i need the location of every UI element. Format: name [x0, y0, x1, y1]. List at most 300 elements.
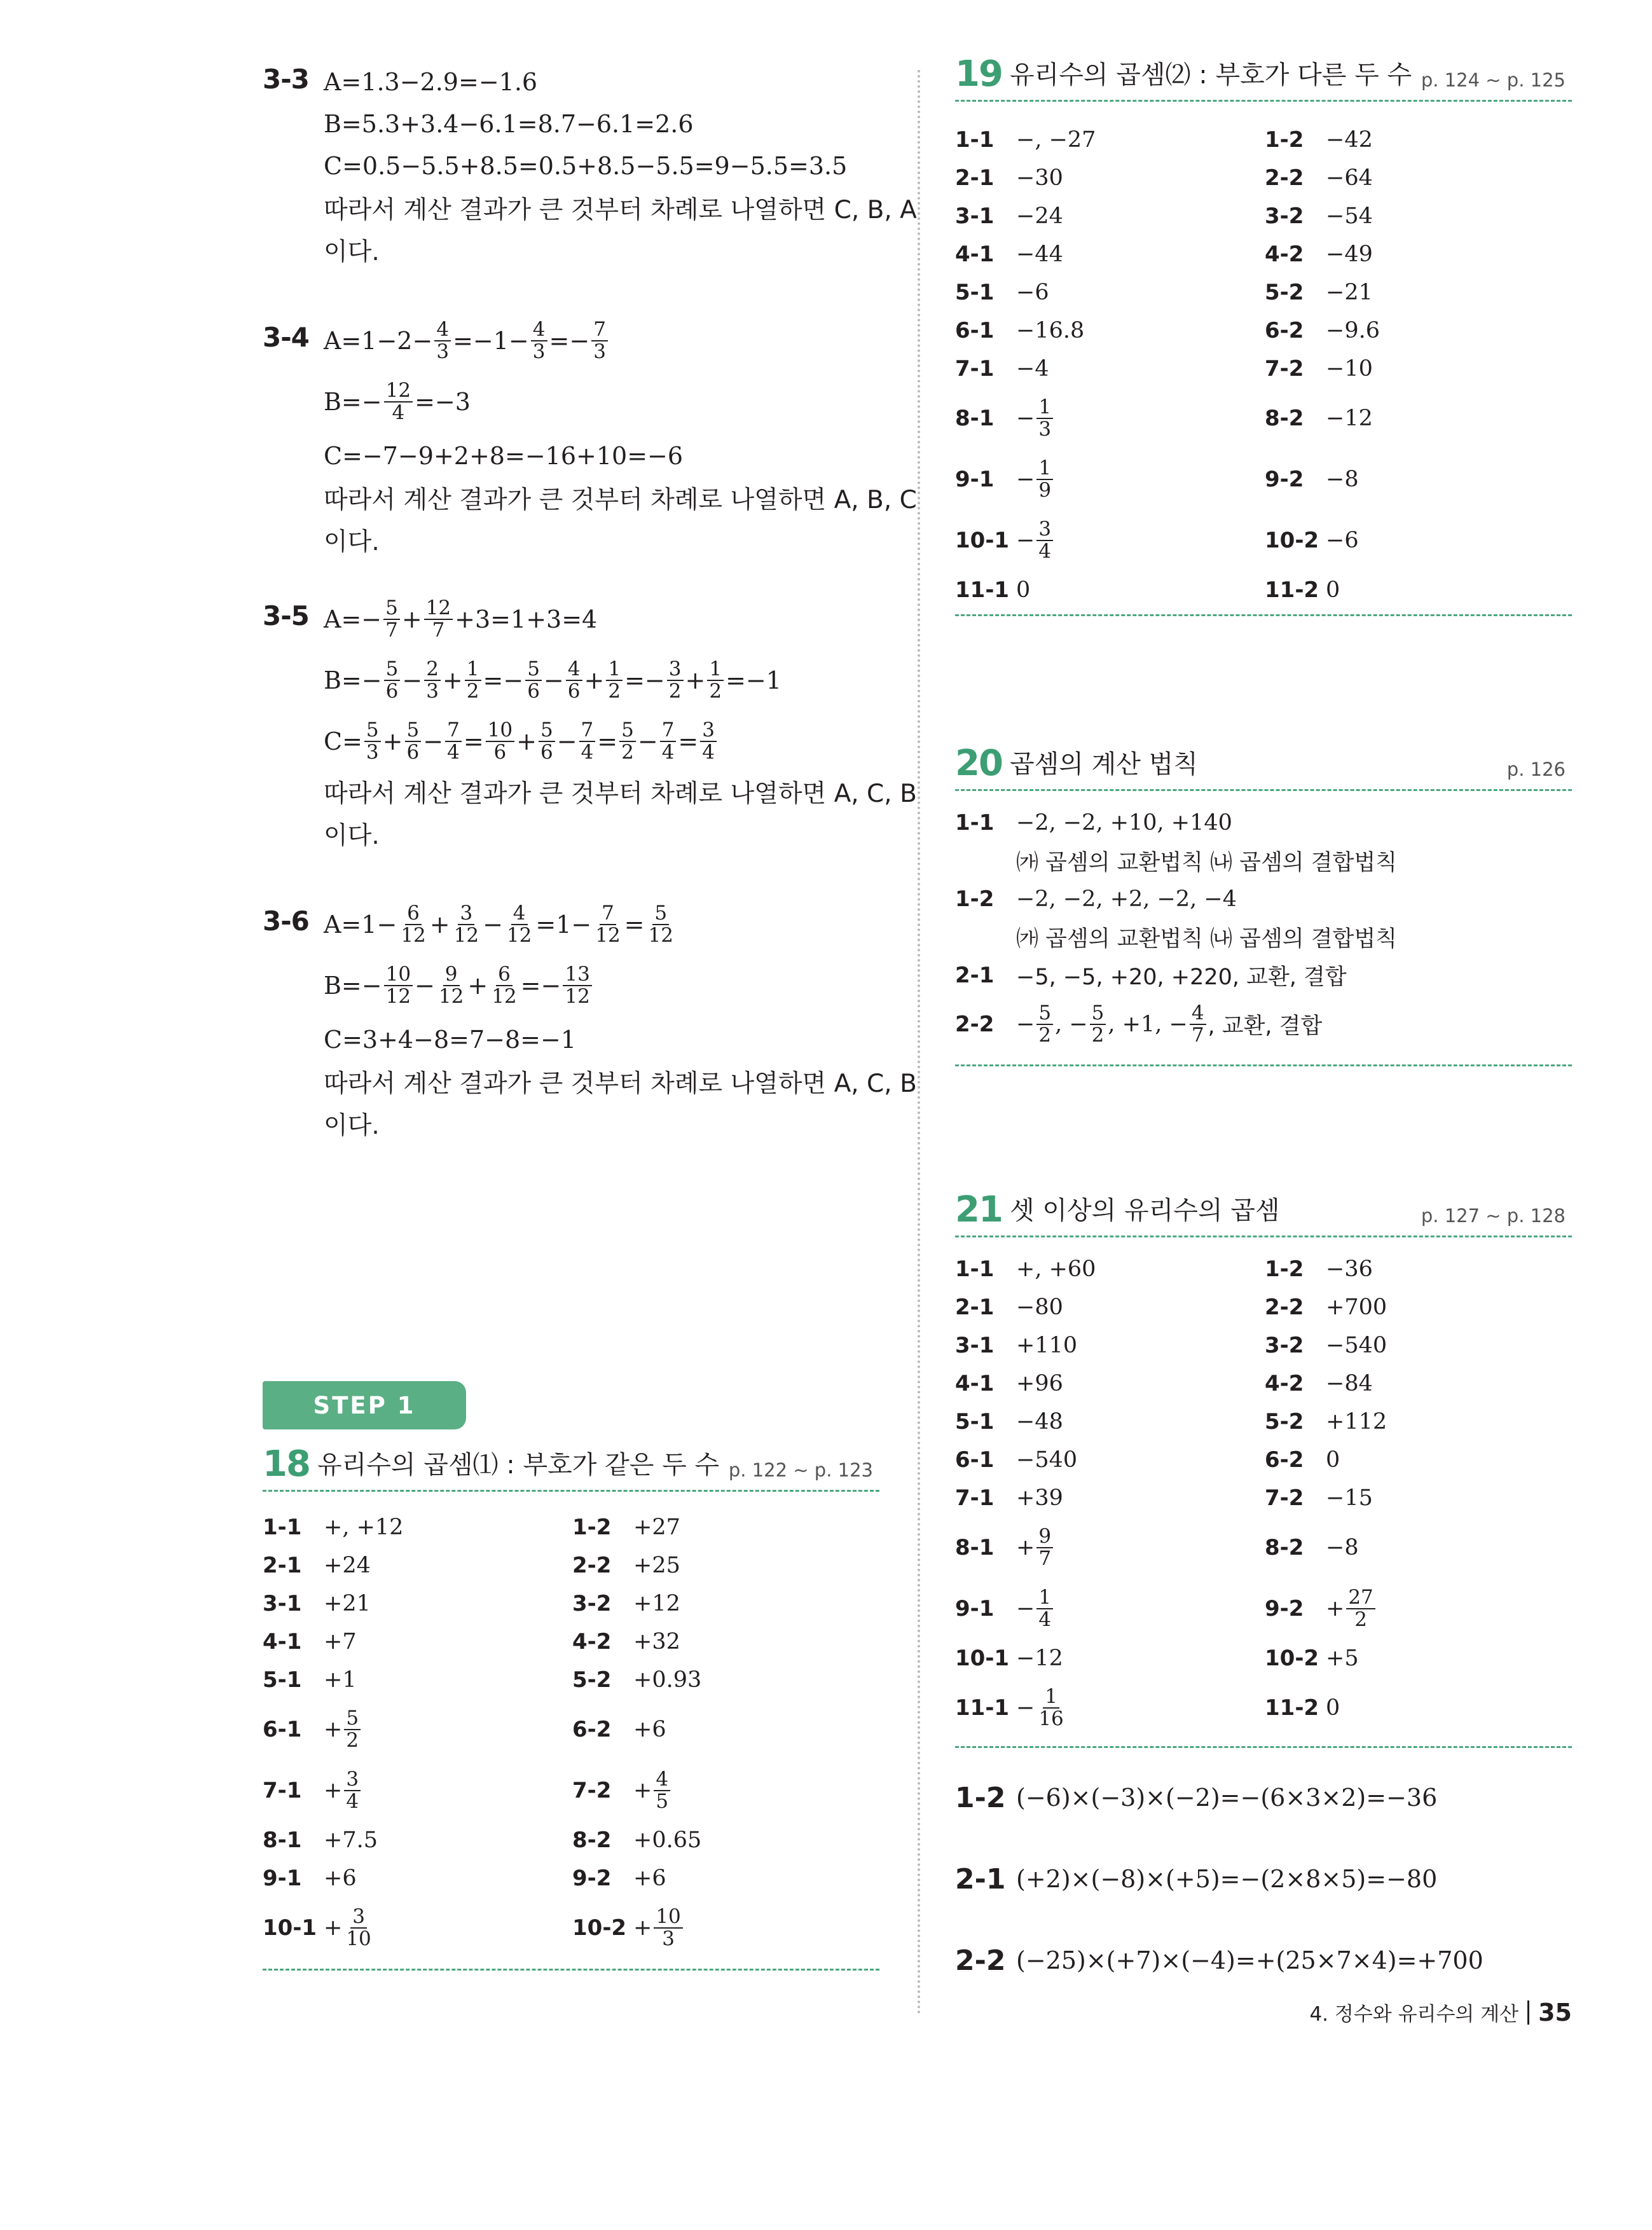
- answer-value: [1326, 1333, 1387, 1358]
- fraction: [437, 964, 465, 1007]
- fraction: [563, 964, 591, 1007]
- eq-text: 0: [1326, 1447, 1340, 1473]
- equation-c: C=3+4−8=7−8=−1: [324, 1026, 577, 1054]
- eq-text: −42: [1326, 127, 1373, 153]
- fraction: [424, 659, 441, 701]
- numerator: 3: [344, 1769, 361, 1791]
- answer-value: [1326, 356, 1373, 382]
- denominator: 12: [506, 924, 532, 947]
- eq-text: −10: [1326, 356, 1373, 382]
- answer-item: [955, 571, 1030, 609]
- answer-key: 10-2: [1265, 1646, 1319, 1671]
- eq-text: =−: [520, 972, 561, 1000]
- eq-text: −30: [1016, 165, 1063, 191]
- answer-key: 10-2: [572, 1915, 627, 1941]
- numerator: 7: [445, 720, 462, 742]
- eq-text: A=1−: [324, 911, 397, 939]
- denominator: 2: [1091, 1024, 1105, 1047]
- answer-key: 1-2: [955, 1781, 1006, 1814]
- denominator: 2: [466, 680, 479, 703]
- answer-value: [1016, 1646, 1063, 1671]
- eq-text: =−: [549, 327, 590, 355]
- eq-text: +: [685, 666, 706, 694]
- eq-text: =−3: [415, 388, 471, 416]
- numerator: 1: [1036, 397, 1053, 419]
- answer-value: [633, 1629, 680, 1655]
- fraction: [384, 659, 401, 701]
- fraction: [1346, 1587, 1375, 1630]
- equation-a: [324, 313, 610, 369]
- eq-text: +24: [324, 1553, 371, 1578]
- eq-text: +, +12: [324, 1515, 404, 1540]
- answer-value: [1326, 528, 1359, 553]
- fraction: [525, 659, 542, 701]
- numerator: 4: [654, 1769, 670, 1791]
- answer-value: [1326, 318, 1380, 343]
- answer-item: [1265, 571, 1340, 609]
- answer-value: [1326, 1409, 1387, 1435]
- answer-item: [263, 1623, 357, 1661]
- denominator: 5: [656, 1790, 669, 1813]
- equation-c: C=−7−9+2+8=−16+10=−6: [324, 442, 684, 470]
- answer-value: [1016, 242, 1063, 267]
- answer-key: 4-2: [1265, 242, 1304, 267]
- answer-key: 1-2: [1265, 1256, 1304, 1282]
- problem-label: 3-3: [263, 64, 309, 95]
- answer-value: [1016, 577, 1030, 603]
- answer-key: 1-2: [1265, 127, 1304, 153]
- section-19-end-rule: [955, 614, 1572, 616]
- answer-key: 1-1: [955, 1256, 995, 1282]
- numerator: 5: [525, 659, 542, 681]
- section-18-header: [263, 1443, 879, 1492]
- equation-b: B=5.3+3.4−6.1=8.7−6.1=2.6: [324, 110, 694, 138]
- answer-key: 1-1: [955, 810, 995, 836]
- numerator: 1: [606, 659, 623, 681]
- conclusion-end: 이다.: [324, 528, 380, 556]
- eq-text: +: [1326, 1596, 1345, 1621]
- eq-text: =−: [624, 666, 665, 694]
- numerator: 4: [531, 319, 547, 341]
- numerator: 5: [539, 720, 555, 742]
- eq-text: , +1, −: [1108, 1012, 1188, 1037]
- eq-text: +: [382, 727, 403, 755]
- answer-item: [1265, 1578, 1377, 1639]
- answer-key: 5-1: [263, 1667, 302, 1693]
- conclusion: 따라서 계산 결과가 큰 것부터 차례로 나열하면 A, B, C: [324, 486, 917, 514]
- eq-text: −80: [1016, 1295, 1063, 1320]
- answer-value: [1326, 406, 1373, 431]
- numerator: 13: [563, 964, 591, 986]
- numerator: 4: [566, 659, 582, 681]
- numerator: 6: [496, 964, 513, 986]
- numerator: 1: [1043, 1686, 1059, 1709]
- section-20-end-rule: [955, 1064, 1572, 1066]
- section-number: 21: [955, 1189, 1002, 1230]
- answer-value: [1326, 165, 1373, 191]
- numerator: 12: [384, 380, 413, 403]
- eq-text: −64: [1326, 165, 1373, 191]
- answer-value: [633, 1717, 666, 1742]
- answer-key: 6-1: [955, 318, 995, 343]
- answer-value: [1016, 318, 1084, 343]
- eq-text: +: [1016, 1535, 1035, 1560]
- denominator: 12: [595, 924, 621, 947]
- page-number: 35: [1527, 2000, 1572, 2025]
- numerator: 1: [465, 659, 481, 681]
- eq-text: +27: [633, 1515, 680, 1540]
- eq-text: −: [1016, 528, 1035, 553]
- section-number: 19: [955, 53, 1002, 95]
- answer-item: [572, 1585, 680, 1623]
- eq-text: , 교환, 결합: [1208, 1014, 1323, 1039]
- answer-row: [955, 956, 1347, 995]
- answer-key: 5-2: [572, 1667, 612, 1693]
- fraction: [405, 720, 422, 762]
- answer-item: [955, 312, 1084, 350]
- answer-item: [1265, 1365, 1373, 1403]
- answer-key: 3-1: [955, 1333, 995, 1358]
- answer-value: [324, 1769, 362, 1812]
- denominator: 3: [593, 340, 606, 363]
- answer-key: 10-1: [955, 528, 1010, 553]
- eq-text: B=−: [324, 666, 382, 694]
- answer-value: [324, 1515, 403, 1540]
- answer-item: [955, 235, 1063, 273]
- answer-item: [1265, 1250, 1373, 1288]
- eq-text: −: [1016, 1695, 1035, 1721]
- answer-key: 4-1: [263, 1629, 302, 1655]
- fraction: [1036, 1686, 1065, 1729]
- section-21-end-rule: [955, 1746, 1572, 1748]
- fraction: [1036, 397, 1053, 439]
- answer-key: 10-1: [955, 1646, 1010, 1671]
- answer-value: [1326, 1295, 1387, 1320]
- answer-value: −2, −2, +2, −2, −4: [1016, 886, 1237, 912]
- answer-item: [955, 1677, 1068, 1738]
- denominator: 12: [385, 985, 411, 1008]
- answer-value: [1016, 1409, 1063, 1435]
- answer-value: [1016, 1686, 1068, 1729]
- answer-value: [1016, 1587, 1055, 1630]
- eq-text: +3=1+3=4: [455, 605, 598, 633]
- fraction: [566, 659, 582, 701]
- fraction: [445, 720, 462, 762]
- answer-value: [1016, 1003, 1322, 1045]
- eq-text: +21: [324, 1591, 371, 1616]
- answer-key: 2-1: [955, 1295, 995, 1320]
- answer-value: −5, −5, +20, +220, 교환, 결합: [1016, 965, 1347, 990]
- denominator: 4: [447, 741, 460, 764]
- denominator: 6: [567, 680, 581, 703]
- eq-text: −8: [1326, 467, 1359, 492]
- section-title: 유리수의 곱셈⑴ : 부호가 같은 두 수: [317, 1450, 720, 1480]
- answer-key: 3-1: [263, 1591, 302, 1616]
- conclusion-end: 이다.: [324, 238, 380, 266]
- denominator: 3: [366, 741, 379, 764]
- fraction: [707, 659, 724, 701]
- denominator: 7: [1191, 1024, 1204, 1047]
- denominator: 12: [565, 985, 590, 1008]
- answer-key: 2-2: [572, 1553, 612, 1578]
- fraction: [384, 380, 413, 423]
- page-footer: [1309, 1998, 1572, 2027]
- answer-value: [1326, 1646, 1359, 1671]
- answer-item: [955, 388, 1055, 449]
- denominator: 7: [385, 619, 398, 642]
- eq-text: =: [624, 911, 645, 939]
- answer-key: 10-1: [263, 1915, 317, 1941]
- answer-key: 9-1: [955, 467, 995, 492]
- eq-text: −21: [1326, 280, 1373, 305]
- eq-text: +: [401, 605, 422, 633]
- denominator: 6: [493, 741, 507, 764]
- numerator: 5: [619, 720, 636, 742]
- answer-item: [955, 1365, 1063, 1403]
- answer-item: [955, 1441, 1077, 1479]
- answer-value: [1016, 1371, 1063, 1396]
- answer-value: [324, 1827, 378, 1853]
- eq-text: −: [543, 666, 564, 694]
- answer-key: 11-2: [1265, 577, 1319, 603]
- eq-text: =: [678, 727, 699, 755]
- answer-key: 9-2: [1265, 1596, 1304, 1621]
- answer-item: [1265, 235, 1373, 273]
- eq-text: −: [1016, 467, 1035, 492]
- section-title: 셋 이상의 유리수의 곱셈: [1010, 1196, 1280, 1225]
- fraction: [424, 598, 453, 640]
- section-number: 18: [263, 1443, 310, 1485]
- eq-text: +, +60: [1016, 1256, 1096, 1282]
- answer-row: [955, 804, 1232, 842]
- page-range: p. 127 ~ p. 128: [1421, 1205, 1566, 1227]
- numerator: 4: [1190, 1003, 1206, 1025]
- answer-item: [955, 159, 1063, 197]
- answer-value: [633, 1769, 672, 1812]
- eq-text: +700: [1326, 1295, 1387, 1320]
- numerator: 6: [405, 903, 422, 925]
- answer-value: [1326, 1535, 1359, 1560]
- answer-value: [1016, 397, 1055, 439]
- fraction: [465, 659, 481, 701]
- answer-item: [1265, 1288, 1387, 1326]
- eq-text: 0: [1326, 1695, 1340, 1721]
- answer-item: [263, 1585, 371, 1623]
- answer-key: 9-2: [1265, 467, 1304, 492]
- answer-value: [1326, 1447, 1340, 1473]
- answer-value: [633, 1667, 701, 1693]
- fraction: [364, 720, 381, 762]
- eq-text: +96: [1016, 1371, 1063, 1396]
- eq-text: +110: [1016, 1333, 1078, 1358]
- answer-item: [955, 1288, 1063, 1326]
- answer-key: 7-1: [263, 1778, 302, 1803]
- answer-value: [324, 1708, 362, 1751]
- eq-text: B=−: [324, 972, 382, 1000]
- denominator: 12: [453, 924, 479, 947]
- answer-value: [1016, 203, 1063, 229]
- conclusion: 따라서 계산 결과가 큰 것부터 차례로 나열하면 A, C, B: [324, 780, 917, 808]
- eq-text: −: [1016, 406, 1035, 431]
- denominator: 4: [581, 741, 594, 764]
- fraction: [593, 903, 622, 946]
- numerator: 7: [660, 720, 677, 742]
- answer-value: [1326, 467, 1359, 492]
- section-18-end-rule: [263, 1969, 879, 1971]
- fraction: [383, 598, 400, 640]
- answer-item: [1265, 159, 1373, 197]
- answer-value: [1326, 577, 1340, 603]
- numerator: 4: [434, 319, 451, 341]
- answer-value: [633, 1515, 680, 1540]
- eq-text: +: [516, 727, 537, 755]
- eq-text: −: [402, 666, 423, 694]
- eq-text: +39: [1016, 1485, 1063, 1511]
- answer-key: 11-2: [1265, 1695, 1319, 1721]
- equation-b: [324, 374, 471, 430]
- eq-text: −: [483, 911, 503, 939]
- answer-item: [955, 449, 1055, 510]
- eq-text: −36: [1326, 1256, 1373, 1282]
- eq-text: +5: [1326, 1646, 1359, 1671]
- answer-note: ㈎ 곱셈의 교환법칙 ㈏ 곱셈의 결합법칙: [1016, 926, 1397, 952]
- answer-key: 2-1: [955, 963, 995, 988]
- section-number: 20: [955, 743, 1002, 784]
- denominator: 12: [401, 924, 426, 947]
- numerator: 3: [350, 1906, 367, 1929]
- denominator: 6: [406, 741, 420, 764]
- eq-text: −540: [1016, 1447, 1078, 1473]
- numerator: 5: [1090, 1003, 1106, 1025]
- answer-value: −2, −2, +10, +140: [1016, 810, 1232, 836]
- answer-note: ㈎ 곱셈의 교환법칙 ㈏ 곱셈의 결합법칙: [1016, 850, 1397, 876]
- eq-text: +7: [324, 1629, 357, 1655]
- answer-value: [633, 1553, 680, 1578]
- fraction: [1090, 1003, 1106, 1045]
- answer-key: 1-1: [263, 1515, 302, 1540]
- eq-text: −6: [1326, 528, 1359, 553]
- page-range: p. 126: [1506, 759, 1566, 780]
- numerator: 3: [1036, 519, 1053, 541]
- numerator: 3: [458, 903, 474, 925]
- answer-value: [1326, 1256, 1373, 1282]
- numerator: 3: [667, 659, 684, 681]
- numerator: 5: [652, 903, 669, 925]
- eq-text: +112: [1326, 1409, 1387, 1435]
- problem-label: 3-5: [263, 600, 309, 631]
- equation-a: [324, 591, 597, 647]
- eq-text: −: [1016, 1596, 1035, 1621]
- fraction: [1036, 1526, 1053, 1569]
- answer-key: 11-1: [955, 1695, 1010, 1721]
- answer-item: [955, 1639, 1063, 1677]
- denominator: 3: [532, 340, 546, 363]
- denominator: 2: [346, 1729, 359, 1752]
- fraction: [579, 720, 596, 762]
- fraction: [384, 964, 413, 1007]
- eq-text: +1: [324, 1667, 357, 1693]
- fraction: [1190, 1003, 1206, 1045]
- answer-item: [1265, 312, 1380, 350]
- answer-value: [1016, 1485, 1063, 1511]
- answer-key: 3-2: [1265, 1333, 1304, 1358]
- answer-item: [1265, 121, 1373, 159]
- answer-item: [955, 121, 1096, 159]
- denominator: 10: [346, 1927, 371, 1950]
- answer-key: 8-1: [955, 1535, 995, 1560]
- answer-item: [1265, 1517, 1359, 1578]
- answer-item: [955, 1250, 1096, 1288]
- column-divider: [918, 70, 920, 2016]
- answer-value: [1016, 280, 1049, 305]
- fraction: [1036, 519, 1053, 561]
- answer-value: [1326, 1587, 1377, 1630]
- fraction: [1036, 458, 1053, 500]
- answer-item: [1265, 1677, 1340, 1738]
- denominator: 4: [661, 741, 675, 764]
- eq-text: −84: [1326, 1371, 1373, 1396]
- eq-text: −24: [1016, 203, 1063, 229]
- answer-value: [324, 1906, 375, 1949]
- denominator: 12: [492, 985, 517, 1008]
- fraction: [1036, 1587, 1053, 1630]
- eq-text: −54: [1326, 203, 1373, 229]
- explanation-row: [955, 1769, 1437, 1826]
- eq-text: +: [324, 1915, 343, 1941]
- answer-key: 6-2: [1265, 318, 1304, 343]
- numerator: 4: [511, 903, 528, 925]
- explanation-row: [955, 1850, 1437, 1908]
- denominator: 2: [621, 741, 634, 764]
- answer-key: 6-1: [955, 1447, 995, 1473]
- answer-item: [955, 1326, 1077, 1365]
- answer-key: 5-1: [955, 1409, 995, 1435]
- eq-text: C=: [324, 727, 362, 755]
- answer-key: 1-1: [955, 127, 995, 153]
- eq-text: −12: [1016, 1646, 1063, 1671]
- eq-text: +25: [633, 1553, 680, 1578]
- eq-text: −, −27: [1016, 127, 1096, 153]
- answer-value: [324, 1553, 371, 1578]
- answer-value: [633, 1866, 666, 1891]
- answer-value: [1016, 458, 1055, 500]
- denominator: 4: [392, 401, 405, 424]
- answer-key: 4-1: [955, 242, 995, 267]
- answer-key: 9-1: [955, 1596, 995, 1621]
- numerator: 5: [364, 720, 381, 742]
- fraction: [434, 319, 451, 362]
- eq-text: +12: [633, 1591, 680, 1616]
- conclusion: 따라서 계산 결과가 큰 것부터 차례로 나열하면 C, B, A: [324, 196, 917, 224]
- fraction: [591, 319, 608, 362]
- conclusion-end: 이다.: [324, 822, 380, 850]
- answer-value: [1016, 1447, 1077, 1473]
- explanation-row: [955, 1932, 1483, 1989]
- numerator: 10: [486, 720, 514, 742]
- answer-key: 3-2: [1265, 203, 1304, 229]
- eq-text: +7.5: [324, 1827, 378, 1853]
- answer-item: [1265, 350, 1373, 388]
- answer-key: 9-2: [572, 1866, 612, 1891]
- eq-text: −540: [1326, 1333, 1387, 1358]
- answer-item: [572, 1760, 672, 1821]
- denominator: 12: [648, 924, 673, 947]
- answer-key: 7-2: [572, 1778, 612, 1803]
- problem-label: 3-4: [263, 322, 309, 353]
- numerator: 12: [424, 598, 453, 620]
- eq-text: +0.65: [633, 1827, 702, 1853]
- answer-item: [263, 1859, 357, 1897]
